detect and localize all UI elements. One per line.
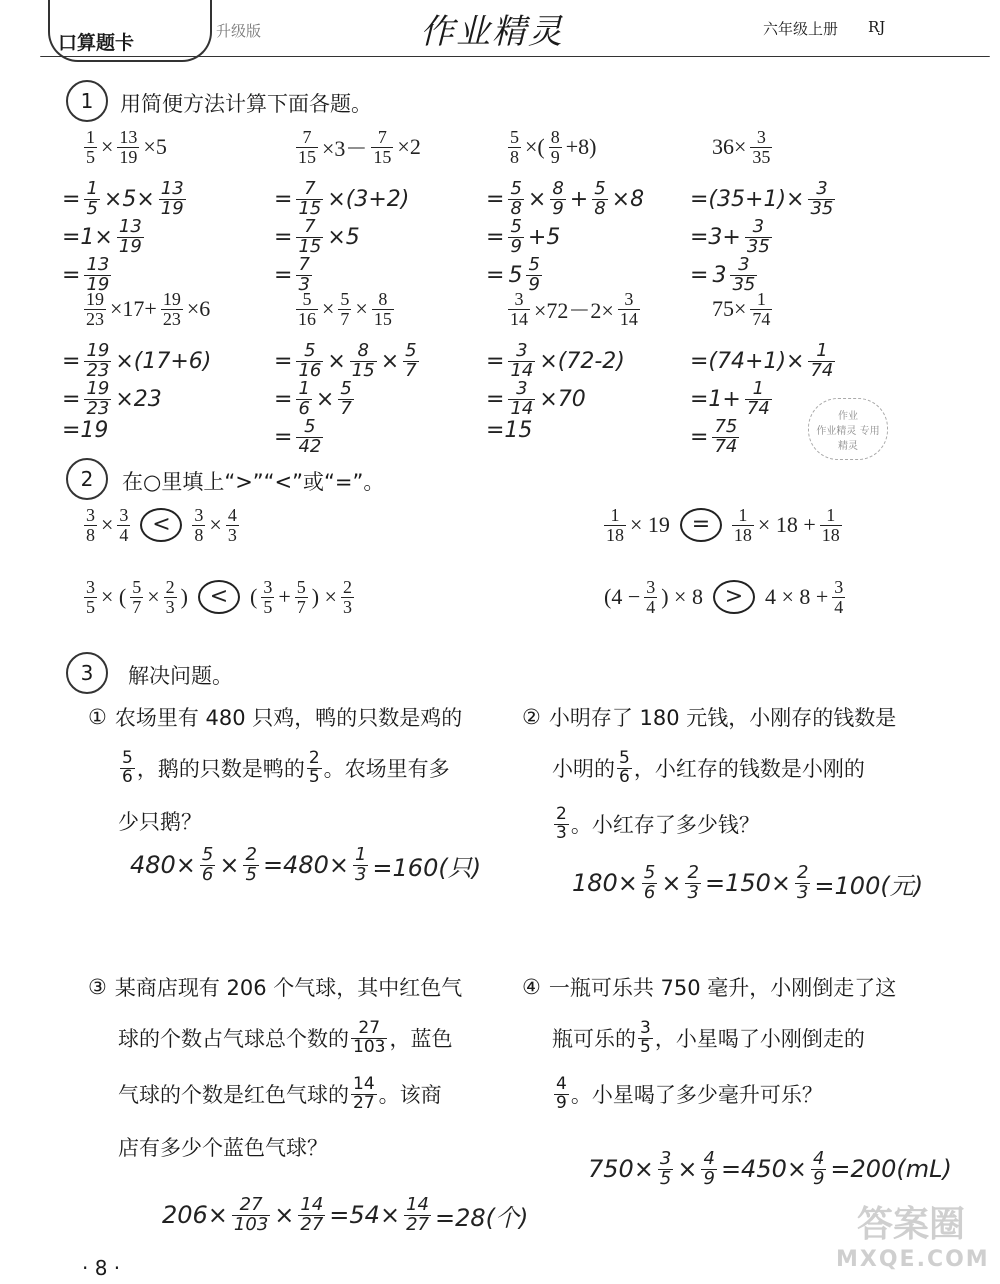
comparison-1 [84, 506, 239, 545]
math-text: × [101, 134, 114, 160]
math-text: + [569, 186, 589, 212]
math-text: ×6 [186, 296, 211, 322]
math-text: 。该商 [378, 1083, 442, 1108]
math-text: × [322, 296, 335, 322]
comparison-3 [84, 578, 354, 617]
fraction: $\frac{5}{8}$ [510, 127, 519, 167]
math-text: =100(元) [814, 871, 924, 900]
word-problem-1-line-3 [118, 806, 202, 836]
word-problem-1-answer [130, 846, 481, 885]
fraction: $\frac{7}{15}$ [298, 127, 316, 167]
comparison-left [604, 578, 703, 617]
word-problem-2-line-3 [552, 806, 760, 843]
fraction: $\frac{13}{19}$ [118, 216, 142, 257]
math-text: × [219, 851, 240, 880]
math-text: × ( [101, 584, 127, 610]
math-text: =(35+1)× [690, 186, 805, 212]
fraction: $\frac{3}{35}$ [810, 178, 834, 219]
math-text: = [274, 224, 293, 250]
comparison-answer-circle: > [713, 580, 755, 614]
header-logo: 口算题卡 [58, 32, 135, 54]
section-2-number: 2 [66, 458, 108, 500]
fraction: $\frac{2}{3}$ [796, 862, 809, 903]
math-text: ×23 [115, 386, 162, 412]
math-text: = [486, 386, 505, 412]
fraction: $\frac{3}{4}$ [834, 577, 844, 617]
watermark [836, 1196, 990, 1278]
fraction: $\frac{5}{6}$ [619, 748, 630, 787]
fraction: $\frac{13}{19}$ [160, 178, 184, 219]
math-text: × [677, 1155, 698, 1184]
mixed-whole: 5 [508, 262, 523, 288]
math-text: =160(只) [372, 853, 482, 882]
problem-4-step-2 [690, 218, 772, 257]
math-text: × [527, 186, 547, 212]
math-text: = [690, 262, 709, 288]
problem-7-step-1 [486, 342, 625, 381]
math-text: ×(17+6) [115, 348, 212, 374]
word-problem-3-line-3 [118, 1076, 442, 1113]
word-problem-2-answer [572, 864, 923, 903]
fraction: $\frac{2}{3}$ [556, 804, 567, 843]
math-text: = [486, 224, 505, 250]
fraction: $\frac{4}{3}$ [227, 505, 237, 545]
fraction: $\frac{3}{8}$ [86, 505, 95, 545]
fraction: $\frac{5}{6}$ [122, 748, 133, 787]
fraction: $\frac{3}{35}$ [752, 127, 771, 167]
math-text: × [209, 512, 222, 538]
math-text: =54× [329, 1201, 401, 1230]
math-text: = [690, 424, 709, 450]
math-text: 。小红存了多少钱？ [570, 813, 760, 838]
fraction: $\frac{19}{23}$ [86, 378, 110, 419]
fraction: $\frac{5}{8}$ [594, 178, 606, 219]
math-text: ) × 8 [661, 584, 703, 610]
math-text: = [486, 186, 505, 212]
math-text: = [486, 348, 505, 374]
word-problem-4-line-2 [552, 1020, 865, 1057]
fraction: $\frac{14}{27}$ [353, 1074, 375, 1113]
math-text: ) [180, 584, 188, 610]
fraction: $\frac{1}{74}$ [746, 378, 770, 419]
mixed-fraction: $\frac{3}{35}$ [732, 254, 756, 295]
math-text: ，小红存的钱数是小刚的 [633, 757, 865, 782]
problem-2-step-2 [274, 218, 360, 257]
math-text: 球的个数占气球总个数的 [118, 1027, 349, 1052]
math-text: ×(72-2) [539, 348, 625, 374]
comparison-right [192, 506, 238, 545]
comparison-answer-circle: = [680, 508, 722, 542]
header-grade: 六年级上册 [763, 20, 839, 38]
problem-2-step-1 [274, 180, 409, 219]
stamp-line-1: 作业 [838, 411, 858, 422]
fraction: $\frac{2}{5}$ [308, 748, 320, 787]
word-problem-3-line-4 [118, 1132, 328, 1162]
math-text: ×(3+2) [327, 186, 410, 212]
watermark-bottom: MXQE.COM [836, 1247, 990, 1272]
math-text: 农场里有 480 只鸡，鸭的只数是鸡的 [114, 706, 463, 730]
math-text: 180× [572, 869, 638, 898]
fraction: $\frac{1}{18}$ [733, 505, 752, 545]
math-text: =200(mL) [830, 1155, 952, 1184]
fraction: $\frac{5}{7}$ [340, 378, 352, 419]
problem-1-step-2 [62, 218, 144, 257]
comparison-left [84, 506, 130, 545]
word-problem-label: ④ [522, 975, 541, 999]
section-3-number: 3 [66, 652, 108, 694]
math-text: =3+ [690, 224, 741, 250]
comparison-right [250, 578, 354, 617]
mixed-whole: 3 [712, 262, 727, 288]
math-text: 206× [162, 1201, 228, 1230]
header-edition: RJ [868, 18, 886, 36]
problem-7-step-3 [486, 418, 532, 443]
section-1-title: 用简便方法计算下面各题。 [120, 92, 372, 116]
fraction: $\frac{27}{103}$ [233, 1194, 269, 1235]
problem-3-step-1 [486, 180, 644, 219]
math-text: 。农场里有多 [323, 757, 450, 782]
math-text: = [274, 386, 293, 412]
fraction: $\frac{5}{7}$ [296, 577, 306, 617]
math-text: + [278, 584, 291, 610]
math-text: =1+ [690, 386, 741, 412]
fraction: $\frac{5}{7}$ [340, 289, 350, 329]
math-text: ×70 [539, 386, 586, 412]
math-text: × [147, 584, 160, 610]
watermark-top: 答案圈 [856, 1204, 965, 1245]
math-text: 小明的 [552, 757, 615, 782]
comparison-right [765, 578, 845, 617]
word-problem-label: ③ [88, 975, 107, 999]
fraction: $\frac{8}{15}$ [373, 289, 392, 329]
fraction: $\frac{1}{18}$ [821, 505, 840, 545]
fraction: $\frac{13}{19}$ [119, 127, 138, 167]
problem-5-step-3 [62, 418, 108, 443]
fraction: $\frac{3}{14}$ [510, 340, 534, 381]
problem-8-step-1 [690, 342, 835, 381]
math-text: × 18 + [757, 512, 816, 538]
fraction: $\frac{4}{9}$ [703, 1148, 715, 1189]
comparison-2 [604, 506, 842, 545]
math-text: 瓶可乐的 [552, 1027, 636, 1052]
fraction: $\frac{7}{15}$ [298, 216, 322, 257]
fraction: $\frac{2}{3}$ [342, 577, 352, 617]
problem-4-question [712, 128, 772, 167]
word-problem-4-line-1 [522, 972, 896, 1002]
fraction: $\frac{8}{9}$ [552, 178, 564, 219]
problem-1-step-1 [62, 180, 186, 219]
word-problem-4-line-3 [552, 1076, 823, 1113]
math-text: ，小星喝了小刚倒走的 [654, 1027, 865, 1052]
comparison-left [84, 578, 188, 617]
word-problem-3-line-1 [88, 972, 462, 1002]
problem-2-question [296, 128, 421, 167]
fraction: $\frac{3}{5}$ [640, 1018, 651, 1057]
fraction: $\frac{5}{6}$ [643, 862, 656, 903]
word-problem-1-line-2 [118, 750, 450, 787]
page-title: 作业精灵 [420, 12, 564, 52]
math-text: 75× [712, 296, 747, 322]
comparison-answer-circle: < [198, 580, 240, 614]
math-text: × [661, 869, 682, 898]
math-text: ×3－ [322, 135, 368, 161]
problem-3-question [508, 128, 596, 167]
math-text: +8) [565, 134, 597, 160]
fraction: $\frac{1}{5}$ [86, 178, 98, 219]
fraction: $\frac{5}{42}$ [298, 416, 322, 457]
math-text: × 19 [630, 512, 670, 538]
header-subtitle: 升级版 [216, 22, 262, 40]
math-text: 36× [712, 134, 747, 160]
fraction: $\frac{3}{35}$ [746, 216, 770, 257]
fraction: $\frac{7}{3}$ [298, 254, 310, 295]
math-text: ) × [311, 584, 337, 610]
fraction: $\frac{3}{5}$ [86, 577, 95, 617]
fraction: $\frac{5}{7}$ [132, 577, 142, 617]
math-text: = [274, 348, 293, 374]
problem-8-question [712, 290, 772, 329]
fraction: $\frac{3}{14}$ [510, 289, 528, 329]
math-text: =15 [486, 418, 533, 443]
fraction: $\frac{19}{23}$ [162, 289, 181, 329]
math-text: × [380, 348, 400, 374]
math-text: =19 [62, 418, 109, 443]
math-text: =150× [704, 869, 791, 898]
problem-1-question [84, 128, 167, 167]
problem-6-step-1 [274, 342, 419, 381]
comparison-left [604, 506, 670, 545]
fraction: $\frac{1}{5}$ [86, 127, 95, 167]
fraction: $\frac{19}{23}$ [86, 340, 110, 381]
math-text: +5 [527, 224, 561, 250]
section-1-number: 1 [66, 80, 108, 122]
math-text: 4 × 8 + [764, 584, 829, 610]
stamp [808, 398, 888, 460]
problem-8-step-2 [690, 380, 772, 419]
fraction: $\frac{14}{27}$ [406, 1194, 429, 1235]
problem-6-question [296, 290, 394, 329]
fraction: $\frac{1}{6}$ [298, 378, 310, 419]
problem-5-step-2 [62, 380, 162, 419]
fraction: $\frac{2}{5}$ [245, 844, 257, 885]
math-text: = [62, 348, 81, 374]
math-text: 某商店现有 206 个气球，其中红色气 [114, 976, 463, 1000]
mixed-fraction: $\frac{5}{9}$ [528, 254, 540, 295]
fraction: $\frac{5}{6}$ [201, 844, 214, 885]
fraction: $\frac{27}{103}$ [353, 1018, 386, 1057]
math-text: 小明存了 180 元钱，小刚存的钱数是 [548, 706, 897, 730]
page-number: · 8 · [82, 1256, 121, 1280]
problem-6-step-2 [274, 380, 354, 419]
math-text: ×17+ [110, 296, 157, 322]
math-text: ×5 [327, 224, 360, 250]
comparison-right [732, 506, 842, 545]
fraction: $\frac{8}{9}$ [550, 127, 560, 167]
math-text: 。小星喝了多少毫升可乐？ [570, 1083, 823, 1108]
fraction: $\frac{3}{5}$ [263, 577, 273, 617]
word-problem-3-line-2 [118, 1020, 452, 1057]
fraction: $\frac{5}{16}$ [298, 340, 322, 381]
math-text: ，鹅的只数是鸭的 [136, 757, 305, 782]
math-text: × [327, 348, 346, 374]
header-divider [40, 56, 990, 57]
math-text: ×2 [397, 134, 421, 160]
word-problem-label: ① [88, 705, 107, 729]
math-text: × [315, 386, 335, 412]
comparison-answer-circle: < [140, 508, 182, 542]
math-text: ×( [525, 134, 545, 160]
fraction: $\frac{2}{3}$ [687, 862, 699, 903]
fraction: $\frac{1}{3}$ [354, 844, 367, 885]
problem-5-step-1 [62, 342, 211, 381]
math-text: ，蓝色 [389, 1027, 453, 1052]
word-problem-3-answer [162, 1196, 528, 1235]
math-text: =450× [720, 1155, 807, 1184]
fraction: $\frac{7}{15}$ [298, 178, 322, 219]
word-problem-2-line-2 [552, 750, 865, 787]
problem-4-step-3 [690, 256, 757, 295]
math-text: ×72－2× [534, 297, 614, 323]
word-problem-2-line-1 [522, 702, 896, 732]
fraction: $\frac{3}{4}$ [646, 577, 656, 617]
fraction: $\frac{3}{8}$ [194, 505, 204, 545]
math-text: 480× [130, 851, 196, 880]
word-problem-label: ② [522, 705, 541, 729]
math-text: 一瓶可乐共 750 毫升，小刚倒走了这 [548, 976, 897, 1000]
problem-8-step-3 [690, 418, 739, 457]
math-text: = [62, 186, 81, 212]
section-2-title: 在○里填上“>”“<”或“=”。 [122, 470, 385, 494]
math-text: = [274, 262, 293, 288]
fraction: $\frac{75}{74}$ [714, 416, 738, 457]
fraction: $\frac{7}{15}$ [373, 127, 392, 167]
math-text: =1× [62, 224, 113, 250]
fraction: $\frac{1}{18}$ [606, 505, 624, 545]
comparison-4 [604, 578, 845, 617]
fraction: $\frac{5}{7}$ [405, 340, 417, 381]
problem-3-step-2 [486, 218, 560, 257]
fraction: $\frac{5}{8}$ [510, 178, 522, 219]
section-3-title: 解决问题。 [128, 664, 233, 688]
fraction: $\frac{1}{74}$ [752, 289, 771, 329]
math-text: × [274, 1201, 295, 1230]
math-text: = [274, 186, 293, 212]
math-text: ×5× [103, 186, 155, 212]
fraction: $\frac{19}{23}$ [86, 289, 104, 329]
fraction: $\frac{4}{9}$ [556, 1074, 567, 1113]
math-text: (4 − [604, 584, 641, 610]
math-text: = [62, 386, 81, 412]
math-text: 气球的个数是红色气球的 [118, 1083, 349, 1108]
math-text: ×5 [143, 134, 167, 160]
math-text: ( [249, 584, 258, 610]
fraction: $\frac{5}{9}$ [510, 216, 522, 257]
problem-7-question [508, 290, 640, 329]
fraction: $\frac{4}{9}$ [812, 1148, 825, 1189]
problem-7-step-2 [486, 380, 586, 419]
math-text: =28(个) [434, 1203, 529, 1232]
stamp-line-3: 精灵 [838, 441, 858, 452]
problem-4-step-1 [690, 180, 835, 219]
math-text: = [274, 424, 293, 450]
stamp-line-2: 作业精灵 专用 [816, 426, 880, 437]
math-text: 少只鹅？ [118, 810, 202, 834]
math-text: × [355, 296, 368, 322]
problem-3-step-3 [486, 256, 542, 295]
fraction: $\frac{5}{16}$ [298, 289, 316, 329]
problem-5-question [84, 290, 210, 329]
math-text: =480× [262, 851, 349, 880]
fraction: $\frac{8}{15}$ [351, 340, 375, 381]
fraction: $\frac{2}{3}$ [165, 577, 175, 617]
problem-6-step-3 [274, 418, 323, 457]
fraction: $\frac{14}{27}$ [300, 1194, 324, 1235]
math-text: = [486, 262, 505, 288]
fraction: $\frac{3}{14}$ [619, 289, 638, 329]
math-text: = [62, 262, 81, 288]
fraction: $\frac{3}{5}$ [659, 1148, 672, 1189]
math-text: 750× [588, 1155, 654, 1184]
word-problem-4-answer [588, 1150, 952, 1189]
fraction: $\frac{3}{4}$ [119, 505, 129, 545]
fraction: $\frac{1}{74}$ [810, 340, 834, 381]
fraction: $\frac{3}{14}$ [510, 378, 534, 419]
word-problem-1-line-1 [88, 702, 462, 732]
math-text: ×8 [611, 186, 645, 212]
math-text: 店有多少个蓝色气球？ [118, 1136, 328, 1160]
fraction: $\frac{13}{19}$ [86, 254, 110, 295]
math-text: × [101, 512, 114, 538]
math-text: =(74+1)× [690, 348, 805, 374]
